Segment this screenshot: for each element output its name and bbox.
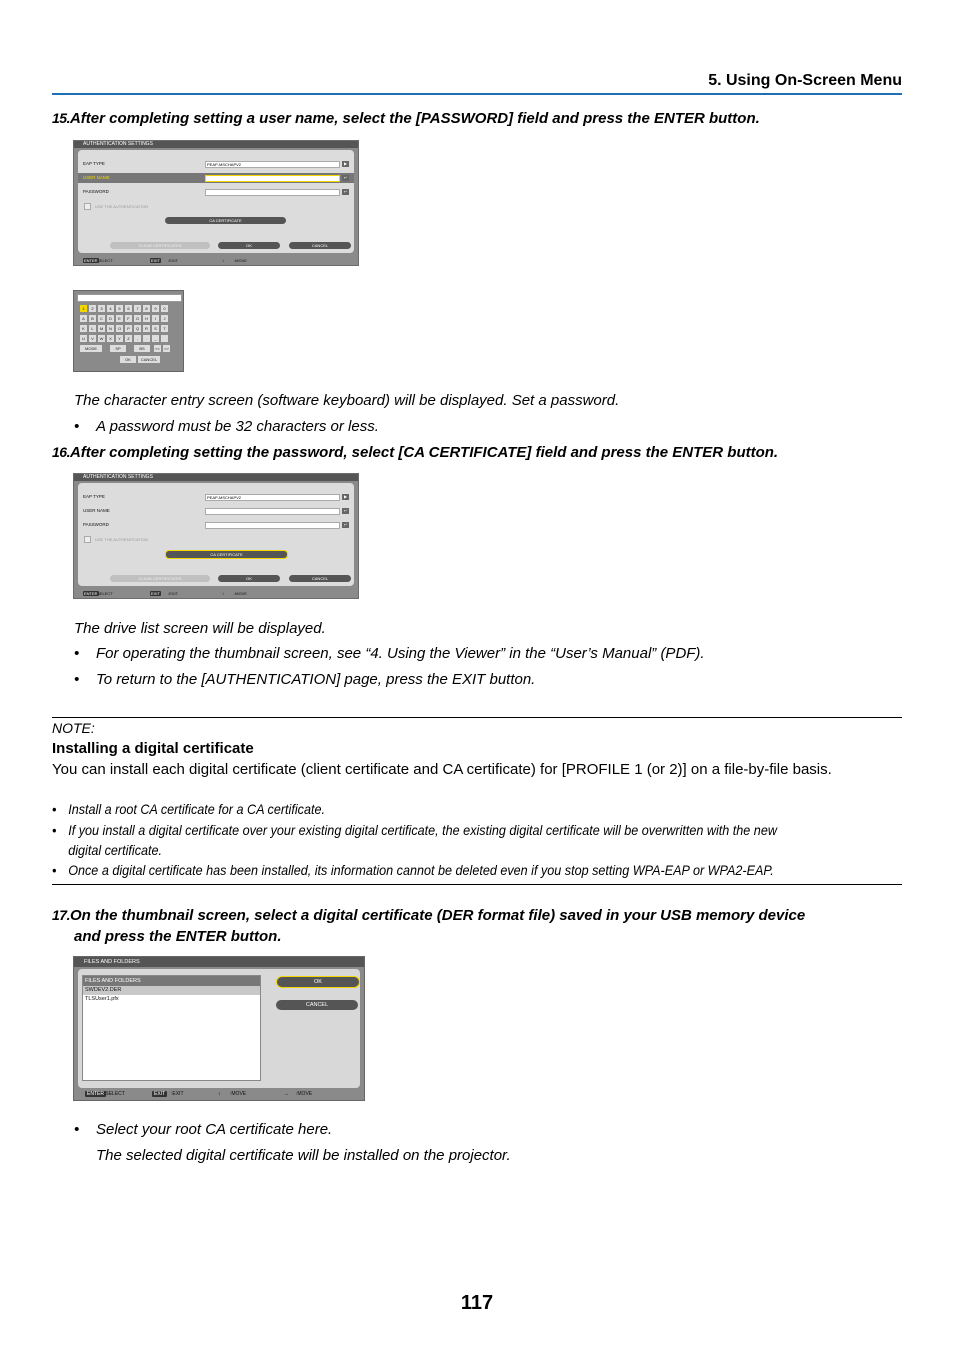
leftright-key-icon: ↔	[284, 1091, 289, 1097]
key[interactable]: M	[99, 326, 104, 331]
key[interactable]: K	[80, 325, 87, 332]
auth-settings-screenshot-1	[73, 140, 359, 266]
eap-type-field[interactable]: PEAP-MSCHAPV2	[205, 161, 340, 168]
step-17-line-2: and press the ENTER button.	[74, 928, 282, 945]
list-item[interactable]: SWDEV2.DER	[83, 986, 260, 995]
user-name-field[interactable]	[205, 175, 340, 182]
files-and-folders-screenshot	[73, 956, 365, 1101]
key[interactable]: 0	[161, 305, 168, 312]
enter-icon: ↵	[343, 508, 348, 513]
key[interactable]: D	[107, 315, 114, 322]
file-list[interactable]	[82, 975, 261, 1081]
bullet-dot: •	[52, 822, 57, 838]
keyboard-ok-key[interactable]: OK	[120, 356, 136, 363]
eap-type-row[interactable]	[78, 159, 354, 169]
user-name-label: USER NAME	[83, 175, 110, 180]
bullet-text: digital certificate.	[68, 842, 163, 858]
keyboard-cancel-key[interactable]: CANCEL	[138, 356, 160, 363]
key[interactable]: N	[107, 325, 114, 332]
key[interactable]: J	[161, 315, 168, 322]
clear-certificates-button[interactable]: CLEAR CERTIFICATES	[110, 242, 210, 249]
exit-key-icon: EXIT	[151, 591, 160, 596]
step-15	[52, 110, 760, 127]
step-number: 16.	[52, 444, 70, 460]
footer-select: :SELECT	[96, 258, 113, 263]
bullet-select-root-ca	[74, 1121, 332, 1138]
clear-certificates-button[interactable]: CLEAR CERTIFICATES	[110, 575, 210, 582]
step-number: 15.	[52, 110, 70, 126]
eap-type-label: EAP TYPE	[83, 494, 105, 499]
ok-button[interactable]: OK	[218, 575, 280, 582]
bullet-text: A password must be 32 characters or less.	[96, 418, 379, 435]
cancel-button[interactable]: CANCEL	[289, 242, 351, 249]
ca-certificate-button[interactable]: CA CERTIFICATE	[165, 217, 286, 224]
note-bullet	[52, 801, 325, 817]
note-body: You can install each digital certificate (client certificate and CA certificate) for [PROFILE 1 (or 2)] on a file-by-file basis.	[52, 761, 832, 778]
menu-title: AUTHENTICATION SETTINGS	[74, 474, 358, 481]
updown-key-icon: ↕	[218, 1091, 221, 1097]
password-entry-field[interactable]	[77, 294, 182, 302]
footer-move: :MOVE	[234, 258, 247, 263]
exit-key-icon: EXIT	[151, 258, 160, 263]
bullet-text: To return to the [AUTHENTICATION] page, press the EXIT button.	[96, 671, 536, 688]
key[interactable]: S	[152, 325, 159, 332]
key[interactable]: 5	[116, 305, 123, 312]
menu-title: AUTHENTICATION SETTINGS	[74, 141, 358, 148]
eap-type-row[interactable]	[78, 492, 354, 502]
bullet-dot: •	[74, 1121, 80, 1138]
key[interactable]: 4	[107, 305, 114, 312]
key[interactable]: 3	[98, 305, 105, 312]
space-key[interactable]: SP	[110, 345, 126, 352]
key[interactable]: F	[125, 315, 132, 322]
bullet-dot: •	[52, 862, 57, 878]
key[interactable]: 8	[143, 305, 150, 312]
user-name-row[interactable]	[78, 506, 354, 516]
keyboard-row-a-j	[80, 315, 168, 322]
key[interactable]: L	[89, 325, 96, 332]
bullet-dot: •	[74, 645, 80, 662]
ok-button[interactable]: OK	[218, 242, 280, 249]
key[interactable]: C	[98, 315, 105, 322]
bullet-dot: •	[74, 671, 80, 688]
note-bullet	[52, 822, 777, 838]
menu-footer	[74, 588, 358, 598]
paragraph-keyboard: The character entry screen (software keyboard) will be displayed. Set a password.	[74, 392, 620, 409]
ca-certificate-button[interactable]: CA CERTIFICATE	[165, 550, 288, 559]
paragraph-installed: The selected digital certificate will be installed on the projector.	[96, 1147, 511, 1164]
key[interactable]: G	[135, 316, 140, 321]
updown-key-icon: ↕	[222, 591, 224, 596]
right-arrow-icon: ▶	[343, 494, 348, 499]
ok-button[interactable]: OK	[276, 976, 360, 988]
key[interactable]: -	[134, 335, 141, 342]
step-text: On the thumbnail screen, select a digital certificate (DER format file) saved in your USB memory device	[69, 907, 806, 924]
paragraph-drive-list: The drive list screen will be displayed.	[74, 620, 326, 637]
footer-move: :MOVE	[230, 1091, 247, 1097]
key[interactable]: I	[152, 315, 159, 322]
use-auth-checkbox[interactable]	[84, 203, 91, 210]
auth-settings-screenshot-2	[73, 473, 359, 599]
note-top-rule	[52, 717, 902, 718]
user-name-row[interactable]	[78, 173, 354, 183]
user-name-field[interactable]	[205, 508, 340, 515]
mode-key[interactable]: MODE	[80, 345, 102, 352]
key[interactable]: V	[89, 335, 96, 342]
enter-key-icon: ENTER	[84, 258, 98, 263]
key[interactable]: A	[80, 315, 87, 322]
note-heading: Installing a digital certificate	[52, 740, 254, 757]
file-list-header: FILES AND FOLDERS	[83, 976, 260, 986]
step-text: After completing setting the password, select [CA CERTIFICATE] field and press the ENTER button.	[69, 444, 779, 461]
exit-key-icon: EXIT	[154, 1091, 166, 1097]
backspace-key[interactable]: BS	[134, 345, 150, 352]
key[interactable]: P	[125, 325, 132, 332]
note-bottom-rule	[52, 884, 902, 885]
password-row[interactable]	[78, 187, 354, 197]
key[interactable]: B	[89, 315, 96, 322]
key[interactable]: O	[117, 326, 122, 331]
enter-icon: ↵	[343, 175, 348, 180]
key[interactable]	[161, 335, 168, 342]
key[interactable]: 7	[134, 305, 141, 312]
user-name-label: USER NAME	[83, 508, 110, 513]
key[interactable]: Z	[125, 335, 132, 342]
use-auth-label: USE THE AUTHENTICATION	[95, 204, 148, 209]
menu-footer	[74, 1088, 364, 1100]
bullet-text: Install a root CA certificate for a CA certificate.	[68, 801, 325, 817]
key[interactable]: E	[116, 315, 123, 322]
footer-exit: :EXIT	[168, 591, 179, 596]
footer-move: :MOVE	[296, 1091, 313, 1097]
key[interactable]: H	[143, 315, 150, 322]
password-row[interactable]	[78, 520, 354, 530]
enter-key-icon: ENTER	[87, 1091, 104, 1097]
cancel-button[interactable]: CANCEL	[289, 575, 351, 582]
key[interactable]: Q	[135, 326, 140, 331]
key[interactable]: Y	[116, 335, 123, 342]
password-label: PASSWORD	[83, 189, 109, 194]
step-17-line-1	[52, 905, 902, 926]
password-label: PASSWORD	[83, 522, 109, 527]
right-arrow-icon: ▶	[343, 161, 348, 166]
note-label: NOTE:	[52, 720, 95, 736]
enter-key-icon: ENTER	[84, 591, 98, 596]
password-field[interactable]	[205, 189, 340, 196]
key[interactable]: R	[143, 325, 150, 332]
keyboard-row-k-t	[80, 325, 168, 332]
list-item[interactable]: TLSUser1.pfx	[85, 996, 119, 1002]
enter-icon: ↵	[343, 189, 348, 194]
bullet-text: Select your root CA certificate here.	[96, 1121, 333, 1138]
menu-footer	[74, 255, 358, 265]
step-16	[52, 444, 778, 461]
footer-select: :SELECT	[96, 591, 113, 596]
password-field[interactable]	[205, 522, 340, 529]
cursor-right-key[interactable]: >>	[164, 346, 169, 351]
page-number: 117	[460, 1292, 494, 1314]
footer-exit: :EXIT	[168, 258, 179, 263]
bullet-text: Once a digital certificate has been installed, its information cannot be deleted even if you stop setting WPA-EAP or WPA2-EAP.	[68, 862, 774, 878]
footer-move: :MOVE	[234, 591, 247, 596]
menu-title: FILES AND FOLDERS	[74, 957, 364, 967]
keyboard-row-functions	[80, 345, 170, 352]
use-auth-label: USE THE AUTHENTICATION	[95, 537, 148, 542]
use-auth-checkbox[interactable]	[84, 536, 91, 543]
key[interactable]: _	[152, 335, 159, 342]
bullet-dot: •	[52, 801, 57, 817]
key[interactable]: .	[143, 335, 150, 342]
section-title: 5. Using On-Screen Menu	[708, 72, 902, 89]
bullet-text: If you install a digital certificate over your existing digital certificate, the existing digital certificate will be overwritten with the new	[68, 822, 777, 838]
bullet-dot: •	[74, 418, 80, 435]
bullet-password-length	[74, 418, 379, 435]
enter-icon: ↵	[343, 522, 348, 527]
note-bullet-continuation	[52, 842, 162, 858]
software-keyboard-screenshot	[73, 290, 184, 372]
footer-exit: :EXIT	[171, 1091, 184, 1097]
eap-type-label: EAP TYPE	[83, 161, 105, 166]
header-rule	[52, 93, 902, 95]
note-bullet	[52, 862, 774, 878]
keyboard-row-digits	[80, 305, 168, 312]
keyboard-row-confirm	[120, 356, 160, 363]
step-text: After completing setting a user name, select the [PASSWORD] field and press the ENTER button.	[69, 110, 760, 127]
key[interactable]: T	[161, 325, 168, 332]
keyboard-row-u-z	[80, 335, 168, 342]
cancel-button[interactable]: CANCEL	[276, 1000, 358, 1010]
footer-select: :SELECT	[104, 1091, 125, 1097]
step-17	[52, 905, 902, 947]
key[interactable]: U	[80, 335, 87, 342]
key[interactable]: 1	[80, 305, 87, 312]
key[interactable]: 2	[89, 305, 96, 312]
eap-type-field[interactable]: PEAP-MSCHAPV2	[205, 494, 340, 501]
key[interactable]: 6	[125, 305, 132, 312]
bullet-text: For operating the thumbnail screen, see “4. Using the Viewer” in the “User’s Manual” (PDF).	[96, 645, 705, 662]
key[interactable]: W	[99, 336, 104, 341]
key[interactable]: X	[107, 335, 114, 342]
bullet-thumbnail	[74, 645, 705, 662]
step-number: 17.	[52, 907, 70, 923]
key[interactable]: 9	[152, 305, 159, 312]
bullet-return	[74, 671, 535, 688]
cursor-left-key[interactable]: <<	[155, 346, 160, 351]
updown-key-icon: ↕	[222, 258, 224, 263]
